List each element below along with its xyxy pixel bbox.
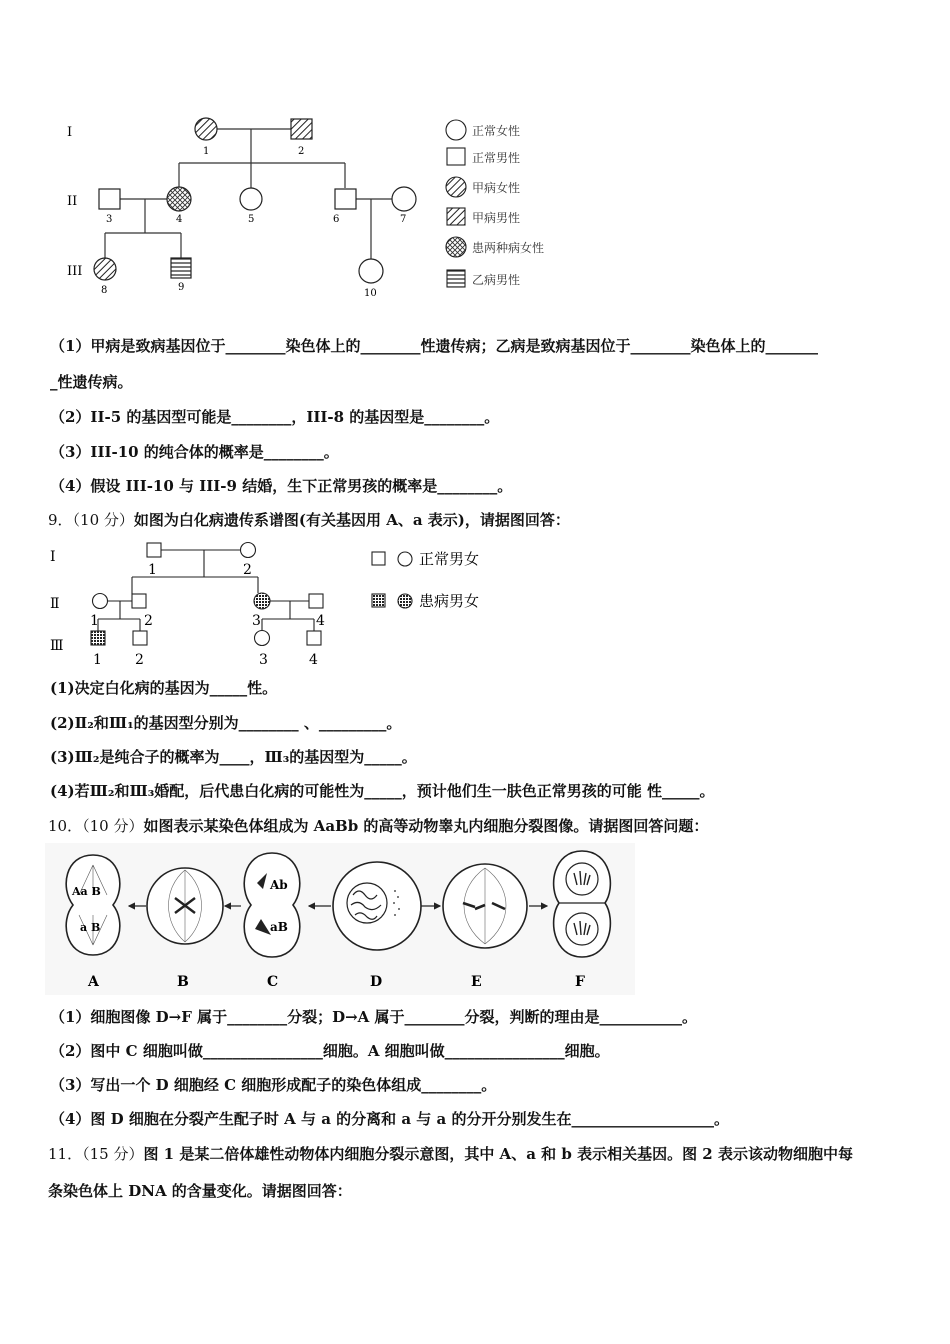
label: 4	[316, 613, 325, 629]
q10-line-3: （3）写出一个 D 细胞经 C 细胞形成配子的染色体组成________。	[50, 1076, 497, 1094]
legend-normal-male-icon	[447, 148, 465, 165]
q8-line-4: （3）III-10 的纯合体的概率是________。	[50, 443, 339, 461]
legend-both-diseases-female-icon	[446, 237, 466, 257]
label: 4	[309, 652, 318, 668]
cell-label: F	[575, 974, 585, 990]
cell-label: B	[177, 974, 189, 990]
pedigree-2	[40, 535, 530, 675]
label: 2	[243, 562, 252, 578]
label-3: 3	[106, 214, 113, 225]
legend-normal-male-icon	[372, 552, 385, 565]
cell-c	[244, 853, 300, 957]
legend-normal-female-icon	[446, 120, 466, 140]
legend-affected-male-icon	[372, 594, 385, 607]
individual-III-10	[359, 259, 383, 283]
label: 1	[90, 613, 99, 629]
label: 1	[93, 652, 102, 668]
gen-label-I: I	[67, 125, 73, 140]
legend-label: 甲病男性	[472, 211, 521, 225]
individual-I-1	[147, 543, 161, 557]
gen-label-II: Ⅱ	[50, 596, 60, 612]
label-9: 9	[178, 282, 185, 293]
cell-label: A	[88, 974, 99, 990]
individual-II-4	[309, 594, 323, 608]
individual-I-2	[241, 543, 256, 558]
pedigree-1-legend	[446, 120, 544, 287]
legend-normal-female-icon	[398, 552, 412, 566]
legend-label: 乙病男性	[472, 273, 521, 287]
label-10: 10	[364, 288, 377, 299]
q8-line-2: _性遗传病。	[50, 373, 133, 391]
q10-heading	[48, 816, 708, 836]
cell-e	[443, 864, 527, 948]
label-6: 6	[333, 214, 340, 225]
individual-III-9	[171, 258, 191, 278]
label-2: 2	[298, 146, 305, 157]
q10-line-1: （1）细胞图像 D→F 属于________分裂；D→A 属于________分裂，判断的理由是___________。	[50, 1008, 698, 1026]
q9-line-3: (3)Ⅲ₂是纯合子的概率为____，Ⅲ₃的基因型为_____。	[50, 748, 417, 766]
individual-III-8	[94, 258, 116, 280]
gene-label: aB	[270, 920, 288, 934]
legend-label: 患两种病女性	[472, 241, 545, 255]
q9-number: 9．（10 分）	[48, 511, 134, 529]
legend-label: 甲病女性	[472, 181, 521, 195]
label-1: 1	[203, 146, 210, 157]
q9-line-1: (1)决定白化病的基因为_____性。	[50, 679, 278, 697]
individual-III-1	[91, 631, 105, 645]
legend-label: 正常男性	[472, 151, 521, 165]
gen-label-II: II	[67, 194, 78, 209]
individual-III-4	[307, 631, 321, 645]
label: 2	[135, 652, 144, 668]
cell-f	[554, 851, 611, 957]
label: 1	[148, 562, 157, 578]
legend-disease-a-female-icon	[446, 177, 466, 197]
q8-line-1: （1）甲病是致病基因位于________染色体上的________性遗传病；乙病是致病基因位于________染色体上的_______	[50, 337, 818, 355]
gen-label-I: Ⅰ	[50, 549, 56, 565]
q11-number: 11．（15 分）	[48, 1145, 144, 1163]
q11-heading	[48, 1144, 853, 1164]
gen-label-III: Ⅲ	[50, 638, 64, 654]
individual-III-2	[133, 631, 147, 645]
cell-label: E	[471, 974, 482, 990]
cell-b	[147, 868, 223, 944]
gene-label: Aa B	[72, 885, 101, 898]
q10-line-2: （2）图中 C 细胞叫做________________细胞。A 细胞叫做________________细胞。	[50, 1042, 610, 1060]
q10-title: 如图表示某染色体组成为 AaBb 的高等动物睾丸内细胞分裂图像。请据图回答问题：	[143, 817, 709, 835]
q8-line-3: （2）II-5 的基因型可能是________，III-8 的基因型是________。	[50, 408, 500, 426]
gene-label: a B	[80, 921, 101, 934]
cell-division-figure	[45, 843, 635, 995]
label: 2	[144, 613, 153, 629]
q10-line-4: （4）图 D 细胞在分裂产生配子时 A 与 a 的分离和 a 与 a 的分开分别发生在___________________。	[50, 1110, 729, 1128]
q9-line-4: (4)若Ⅲ₂和Ⅲ₃婚配，后代患白化病的可能性为_____，预计他们生一肤色正常男孩的可能 性_____。	[50, 782, 715, 800]
legend-normal-label: 正常男女	[419, 550, 480, 568]
q8-line-5: （4）假设 III-10 与 III-9 结婚，生下正常男孩的概率是________。	[50, 477, 513, 495]
q9-title: 如图为白化病遗传系谱图(有关基因用 A、a 表示)，请据图回答：	[133, 511, 570, 529]
q10-number: 10．（10 分）	[48, 817, 144, 835]
q9-line-2: (2)Ⅱ₂和Ⅲ₁的基因型分别为________ 、_________。	[50, 714, 402, 732]
cell-label: D	[370, 974, 383, 990]
cell-a	[66, 855, 120, 955]
individual-II-7	[392, 187, 416, 211]
gene-label: Ab	[270, 878, 288, 892]
q9-heading	[48, 510, 570, 530]
label: 3	[259, 652, 268, 668]
individual-II-3	[254, 593, 270, 609]
legend-disease-a-male-icon	[447, 208, 465, 225]
label: 3	[252, 613, 261, 629]
pedigree-2-lines	[98, 550, 314, 631]
gen-label-III: III	[67, 264, 83, 279]
individual-II-2	[132, 594, 146, 608]
individual-II-3	[99, 189, 120, 209]
individual-II-5	[240, 188, 262, 210]
legend-affected-label: 患病男女	[419, 592, 480, 610]
individual-III-3	[255, 631, 270, 646]
label-4: 4	[176, 214, 183, 225]
pedigree-1	[55, 110, 615, 305]
q11-line-2: 条染色体上 DNA 的含量变化。请据图回答：	[48, 1182, 352, 1200]
individual-I-1	[195, 118, 217, 140]
individual-II-6	[335, 189, 356, 209]
q11-line-1: 图 1 是某二倍体雄性动物体内细胞分裂示意图，其中 A、a 和 b 表示相关基因。图 2 表示该动物细胞中每	[143, 1145, 853, 1163]
individual-II-4	[167, 187, 191, 211]
label-7: 7	[400, 214, 407, 225]
legend-disease-b-male-icon	[447, 270, 465, 287]
legend-label: 正常女性	[472, 124, 521, 138]
individual-II-1	[93, 594, 108, 609]
individual-I-2	[291, 119, 312, 139]
legend-affected-female-icon	[398, 594, 412, 608]
label-5: 5	[248, 214, 255, 225]
cell-d	[333, 862, 421, 950]
label-8: 8	[101, 285, 108, 296]
cell-label: C	[267, 974, 279, 990]
